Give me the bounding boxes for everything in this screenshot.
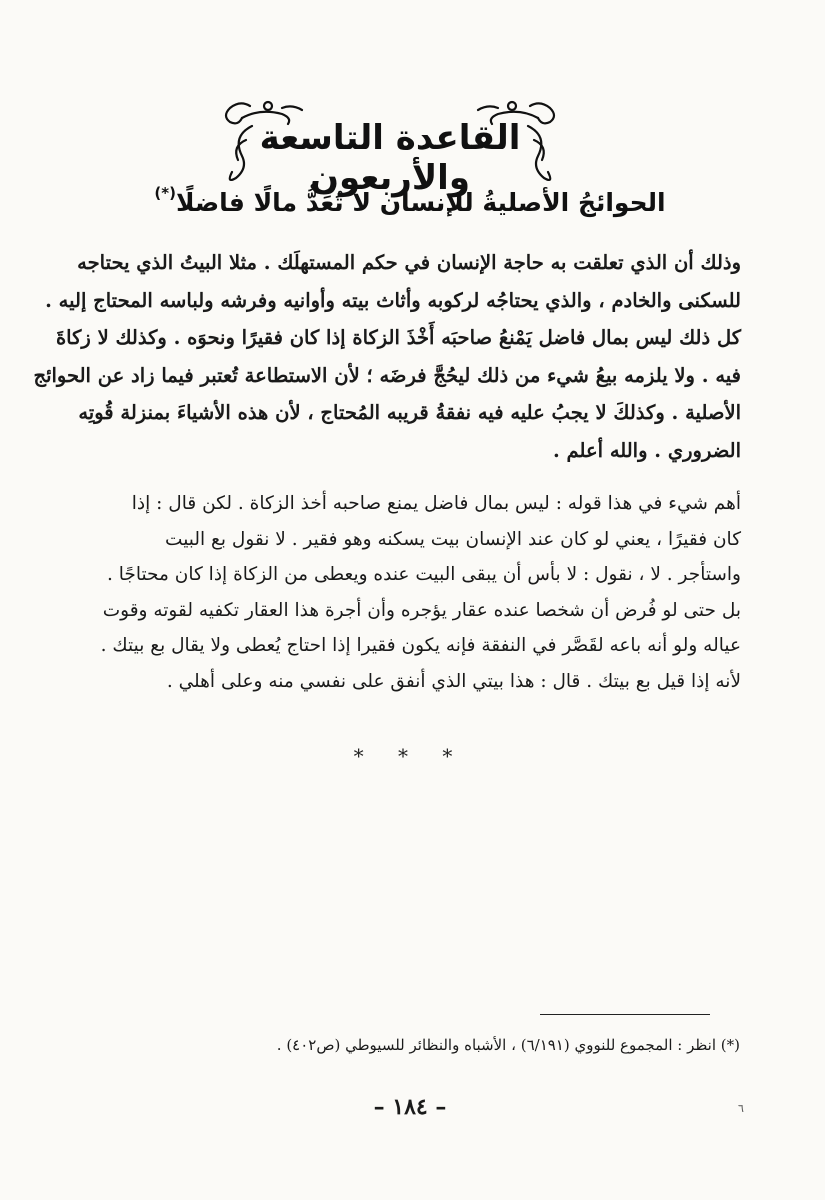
text-line: للسكنى والخادم ، والذي يحتاجُه لركوبه وأثاث بيته وأوانيه وفرشه ولباسه المحتاج إليه . bbox=[45, 288, 741, 312]
subtitle-text: الحوائجُ الأصليةُ للإنسان لا تُعَدُّ مالًا فاضلًا bbox=[175, 188, 666, 217]
commentary-paragraph bbox=[85, 486, 741, 699]
rule-explanation-paragraph bbox=[33, 244, 741, 469]
text-line: أهم شيء في هذا قوله : ليس بمال فاضل يمنع صاحبه أخذ الزكاة . لكن قال : إذا bbox=[131, 493, 741, 514]
signature-mark: ٦ bbox=[738, 1102, 744, 1115]
text-line: عياله ولو أنه باعه لقَصَّر في النفقة فإنه يكون فقيرا إذا احتاج يُعطى ولا يقال بع بيتك . bbox=[100, 635, 741, 656]
section-separator: * * * bbox=[353, 744, 467, 768]
text-line: بل حتى لو فُرض أن شخصا عنده عقار يؤجره وأن أجرة هذا العقار تكفيه لقوته وقوت bbox=[102, 599, 741, 621]
page-number: – ١٨٤ – bbox=[373, 1094, 447, 1120]
chapter-subtitle bbox=[150, 184, 670, 217]
footnote: (*) انظر : المجموع للنووي (٦/١٩١) ، الأشباه والنظائر للسيوطي (ص٤٠٢) . bbox=[276, 1036, 740, 1054]
text-line: كان فقيرًا ، يعني لو كان عند الإنسان بيت يسكنه وهو فقير . لا نقول بع البيت bbox=[165, 528, 741, 550]
text-line: كل ذلك ليس بمال فاضل يَمْنعُ صاحبَه أَخْذَ الزكاة إذا كان فقيرًا ونحوَه . وكذلك لا زكاةَ bbox=[55, 326, 741, 349]
footnote-marker: (*) bbox=[154, 184, 176, 202]
text-line: الضروري . والله أعلم . bbox=[552, 438, 741, 462]
text-line: فيه . ولا يلزمه بيعُ شيء من ذلك ليحُجَّ فرضَه ؛ لأن الاستطاعة تُعتبر فيما زاد عن الحوائج bbox=[33, 363, 741, 387]
footnote-divider bbox=[540, 1014, 710, 1015]
text-line: واستأجر . لا ، نقول : لا بأس أن يبقى البيت عنده ويعطى من الزكاة إذا كان محتاجًا . bbox=[106, 564, 741, 585]
chapter-title: القاعدة التاسعة والأربعون bbox=[259, 118, 521, 198]
text-line: وذلك أن الذي تعلقت به حاجة الإنسان في حكم المستهلَك . مثلا البيتُ الذي يحتاجه bbox=[77, 251, 741, 274]
chapter-header bbox=[180, 96, 600, 198]
text-line: الأصلية . وكذلكَ لا يجبُ عليه فيه نفقةُ قريبه المُحتاج ، لأن هذه الأشياءَ بمنزلة قُوتِه bbox=[78, 401, 741, 424]
text-line: لأنه إذا قيل بع بيتك . قال : هذا بيتي الذي أنفق على نفسي منه وعلى أهلي . bbox=[166, 670, 741, 692]
